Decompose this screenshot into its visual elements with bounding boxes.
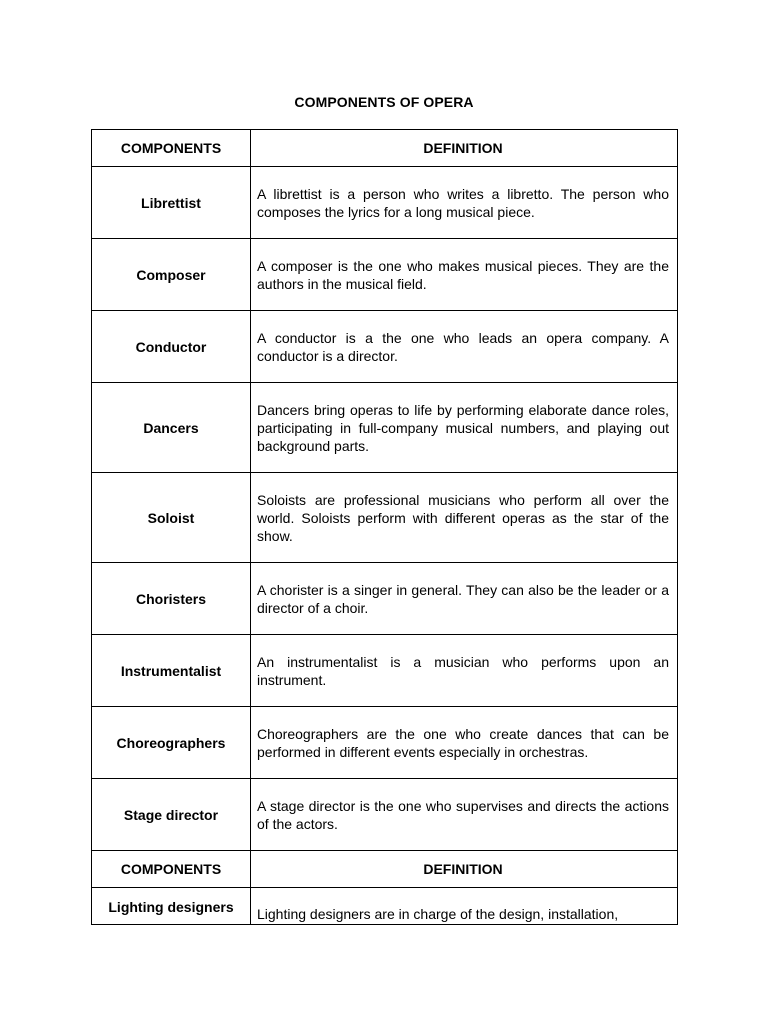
- table-row: [92, 707, 678, 779]
- definition-soloist: Soloists are professional musicians who perform all over the world. Soloists perform with different operas as the star of the show.: [251, 473, 678, 563]
- definition-conductor: A conductor is a the one who leads an opera company. A conductor is a director.: [251, 311, 678, 383]
- definition-stage-director: A stage director is the one who supervises and directs the actions of the actors.: [251, 779, 678, 851]
- component-composer: Composer: [92, 239, 251, 311]
- component-choristers: Choristers: [92, 563, 251, 635]
- table-row: [92, 779, 678, 851]
- components-table: [91, 129, 678, 925]
- header-components-repeat: COMPONENTS: [92, 851, 251, 888]
- header-definition-repeat: DEFINITION: [251, 851, 678, 888]
- table-row: [92, 473, 678, 563]
- table-row: [92, 563, 678, 635]
- table-header-row: [92, 130, 678, 167]
- component-instrumentalist: Instrumentalist: [92, 635, 251, 707]
- component-stage-director: Stage director: [92, 779, 251, 851]
- table-row: [92, 167, 678, 239]
- definition-instrumentalist: An instrumentalist is a musician who performs upon an instrument.: [251, 635, 678, 707]
- component-choreographers: Choreographers: [92, 707, 251, 779]
- component-conductor: Conductor: [92, 311, 251, 383]
- definition-lighting-designers: Lighting designers are in charge of the design, installation,: [257, 906, 619, 922]
- definition-lighting-designers-cell: [251, 888, 678, 925]
- component-soloist: Soloist: [92, 473, 251, 563]
- component-librettist: Librettist: [92, 167, 251, 239]
- table-row: [92, 635, 678, 707]
- table-row: [92, 888, 678, 925]
- definition-librettist: A librettist is a person who writes a libretto. The person who composes the lyrics for a long musical piece.: [251, 167, 678, 239]
- table-row: [92, 311, 678, 383]
- page-title: COMPONENTS OF OPERA: [294, 94, 474, 110]
- definition-choristers: A chorister is a singer in general. They can also be the leader or a director of a choir.: [251, 563, 678, 635]
- table-header-row-repeat: [92, 851, 678, 888]
- component-dancers: Dancers: [92, 383, 251, 473]
- header-definition: DEFINITION: [251, 130, 678, 167]
- header-components: COMPONENTS: [92, 130, 251, 167]
- definition-choreographers: Choreographers are the one who create dances that can be performed in different events especially in orchestras.: [251, 707, 678, 779]
- table-row: [92, 383, 678, 473]
- table-row: [92, 239, 678, 311]
- definition-dancers: Dancers bring operas to life by performing elaborate dance roles, participating in full-company musical numbers, and playing out background parts.: [251, 383, 678, 473]
- component-lighting-designers: Lighting designers: [92, 888, 251, 925]
- definition-composer: A composer is the one who makes musical pieces. They are the authors in the musical field.: [251, 239, 678, 311]
